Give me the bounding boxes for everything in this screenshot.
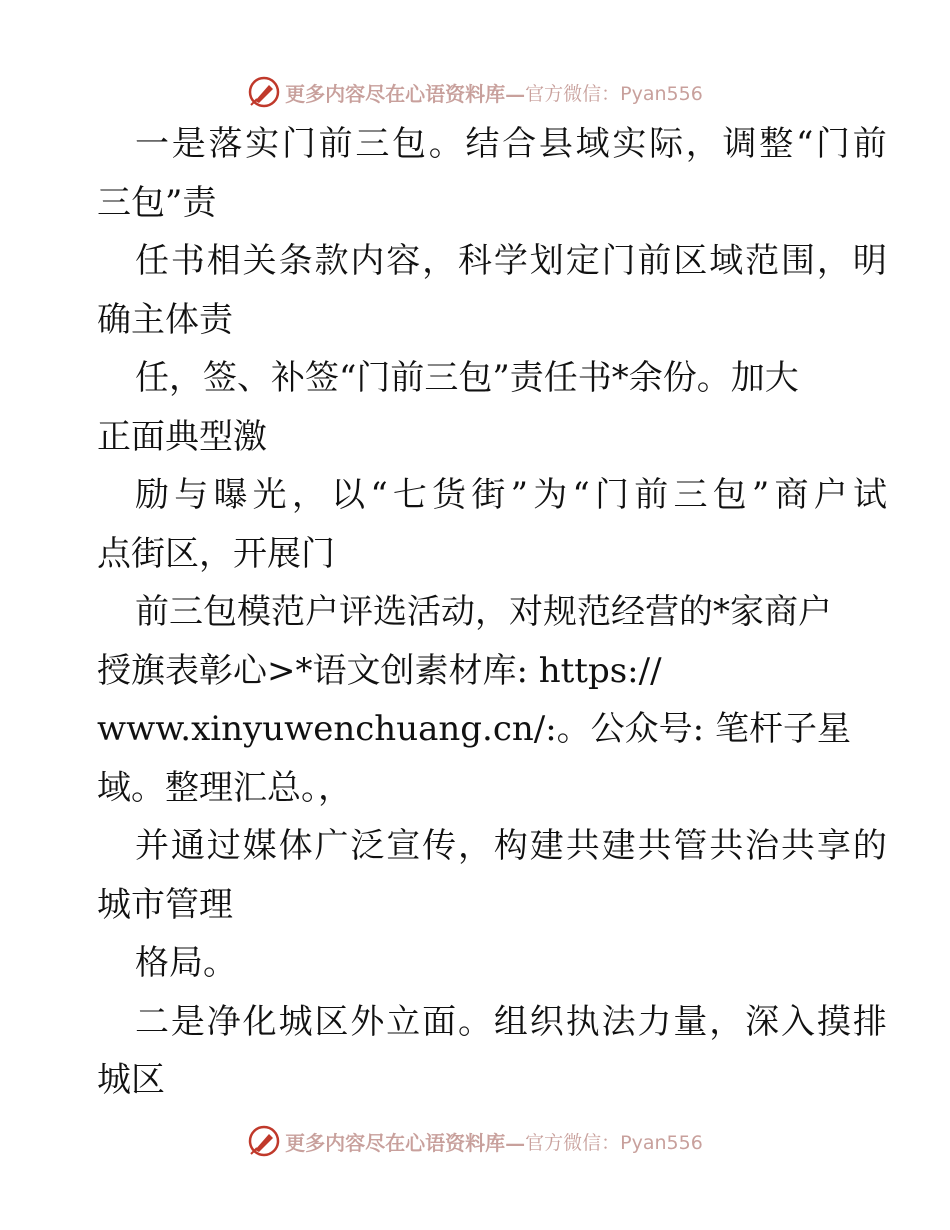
body-line: 格局。 [135, 943, 237, 983]
body-line: 任 书 相 关 条 款 内 容 ， 科 学 划 定 门 前 区 域 范 围 ， 明 [135, 241, 887, 281]
body-line: www.xinyuwenchuang.cn/:。公众号: 笔杆子星 [97, 709, 851, 749]
body-line: 一 是 落 实 门 前 三 包 。 结 合 县 域 实 际 ， 调 整 “ 门 前 [135, 124, 887, 164]
body-line: 城市管理 [97, 884, 233, 925]
body-line: 前三包模范户评选活动，对规范经营的*家商户 [135, 592, 832, 632]
header-banner [0, 72, 950, 112]
banner-wechat-text: 官方微信：Pyan556 [525, 82, 703, 105]
body-line: 任，签、补签“门前三包”责任书*余份。加大 [135, 358, 799, 398]
pen-logo-icon [247, 1124, 281, 1158]
pen-logo-icon [247, 75, 281, 109]
body-line: 授旗表彰心>*语文创素材库: https:// [97, 650, 662, 691]
document-body [97, 115, 887, 1110]
banner-site-text: 更多内容尽在心语资料库— [285, 81, 526, 106]
body-line: 确主体责 [97, 299, 233, 340]
body-line: 正面典型激 [97, 416, 267, 457]
body-line: 三包”责 [97, 182, 217, 223]
body-line: 并 通 过 媒 体 广 泛 宣 传 ， 构 建 共 建 共 管 共 治 共 享 的 [135, 826, 887, 866]
body-line: 二 是 净 化 城 区 外 立 面 。 组 织 执 法 力 量 ， 深 入 摸 排 [135, 1001, 887, 1042]
body-line: 域。整理汇总。， [97, 767, 352, 808]
banner-site-text: 更多内容尽在心语资料库— [285, 1130, 526, 1155]
banner-wechat-text: 官方微信：Pyan556 [525, 1131, 703, 1154]
body-line: 点街区，开展门 [97, 533, 335, 574]
body-line: 励 与 曝 光 ， 以 “ 七 货 街 ” 为 “ 门 前 三 包 ” 商 户 试 [135, 475, 887, 515]
footer-banner [0, 1121, 950, 1161]
body-line: 城区 [97, 1060, 165, 1100]
